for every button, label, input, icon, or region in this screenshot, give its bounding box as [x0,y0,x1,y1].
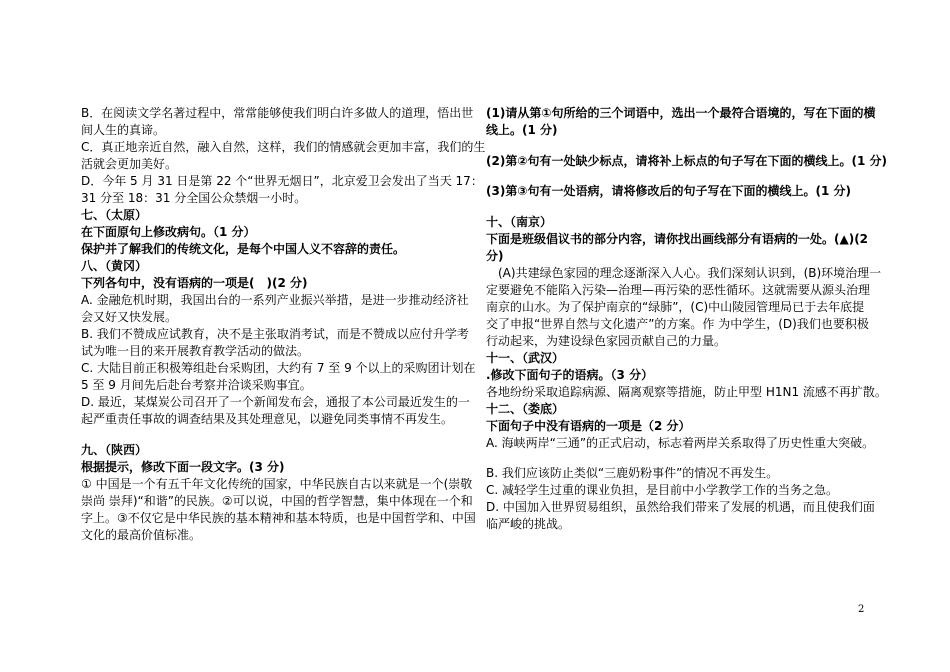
text-line: C. 减轻学生过重的课业负担，是目前中小学教学工作的当务之急。 [486,483,839,497]
text-line: 试为唯一目的来开展教育教学活动的做法。 [81,344,310,358]
blank-line [486,452,870,466]
text-line: 行动起来，为建设绿色家园贡献自己的力量。 [486,333,727,348]
text-line: 九、（陕西） [81,442,148,457]
text-line: B. 我们应该防止类似“三鹿奶粉事件”的情况不再发生。 [486,466,779,480]
text-line: (3)第③句有一处语病，请将修改后的句子写在下面的横线上。(1 分) [486,184,851,198]
text-line: 起严重责任事故的调查结果及其处理意见，以避免同类事情不再发生。 [81,412,454,426]
text-line: 5 至 9 月间先后赴台考察并洽谈采购事宜。 [81,378,312,392]
text-line: 文化的最高价值标准。 [81,527,202,542]
left-column [81,105,486,544]
text-line: 下面是班级倡议书的部分内容，请你找出画线部分有语病的一处。(▲)(2 [486,231,869,246]
blank-line [486,200,870,214]
text-line: C. 大陆目前正积极筹组赴台采购团，大约有 7 至 9 个以上的采购团计划在 [81,361,476,375]
text-line: 线上。(1 分) [486,123,558,137]
text-line: A. 金融危机时期，我国出台的一系列产业振兴举措，是进一步推动经济社 [81,293,469,307]
text-line: 十、（南京） [486,214,553,229]
text-line: 十二、（娄底） [486,401,565,416]
text-line: D. 中国加入世界贸易组织，虽然给我们带来了发展的机遇，而且使我们面 [486,500,875,514]
text-line: 定要避免不能陷入污染—治理—再污染的恶性循环。这就需要从源头治理 [486,282,871,297]
text-line: 十一、（武汉） [486,350,565,365]
text-line: 间人生的真谛。 [81,123,166,137]
text-line: D. 最近，某煤炭公司召开了一个新闻发布会，通报了本公司最近发生的一 [81,395,470,409]
blank-line [81,428,466,442]
text-line: 保护并了解我们的传统文化，是每个中国人义不容辞的责任。 [81,242,406,256]
text-line: B．在阅读文学名著过程中，常常能够使我们明白许多做人的道理，悟出世 [81,106,474,120]
text-line: C．真正地亲近自然，融入自然，这样，我们的情感就会更加丰富，我们的生 [81,140,486,154]
blank-line [486,139,870,153]
text-line: 各地纷纷采取追踪病源、隔离观察等措施，防止甲型 H1N1 流感不再扩散。 [486,384,887,399]
blank-line [486,170,870,184]
text-line: (A)共建绿色家园的理念逐渐深入人心。我们深刻认识到，(B)环境治理一 [486,265,882,280]
right-column [486,105,887,533]
text-line: (2)第②句有一处缺少标点，请将补上标点的句子写在下面的横线上。(1 分) [486,153,887,168]
text-line: 在下面原句上修改病句。（1 分） [81,225,256,239]
text-line: 交了申报“世界自然与文化遗产”的方案。作 为中学生，(D)我们也要积极 [486,316,869,331]
text-line: 活就会更加美好。 [81,157,178,171]
text-line: 会又好又快发展。 [81,310,178,324]
text-line: 下列各句中，没有语病的一项是( )(2 分) [81,276,308,290]
text-line: B. 我们不赞成应试教育，决不是主张取消考试，而是不赞成以应付升学考 [81,327,469,341]
text-line: 七、（太原） [81,208,148,222]
text-line: 分) [486,248,504,263]
page-number: 2 [858,604,865,615]
text-line: 临严峻的挑战。 [486,517,571,531]
text-line: 八、（黄冈） [81,259,148,273]
text-line: 南京的山水。为了保护南京的“绿肺”，(C)中山陵园管理局已于去年底提 [486,299,865,314]
text-line: 下面句子中没有语病的一项是（2 分） [486,418,691,433]
text-line: 31 分至 18：31 分全国公众禁烟一小时。 [81,191,307,205]
text-line: 根据提示，修改下面一段文字。(3 分) [81,459,285,474]
text-line: A. 海峡两岸“三通”的正式启动，标志着两岸关系取得了历史性重大突破。 [486,435,875,450]
text-line: ① 中国是一个有五千年文化传统的国家，中华民族自古以来就是一个(崇敬 [81,476,473,491]
text-line: .修改下面句子的语病。（3 分） [486,367,654,382]
text-line: D．今年 5 月 31 日是第 22 个“世界无烟日”，北京爱卫会发出了当天 17： [81,174,483,188]
text-line: (1)请从第①句所给的三个词语中，选出一个最符合语境的，写在下面的横 [486,106,876,120]
text-line: 字上。③不仅它是中华民族的基本精神和基本特质，也是中国哲学和、中国 [81,510,476,525]
text-line: 崇尚 崇拜)“和谐”的民族。②可以说，中国的哲学智慧，集中体现在一个和 [81,493,473,508]
